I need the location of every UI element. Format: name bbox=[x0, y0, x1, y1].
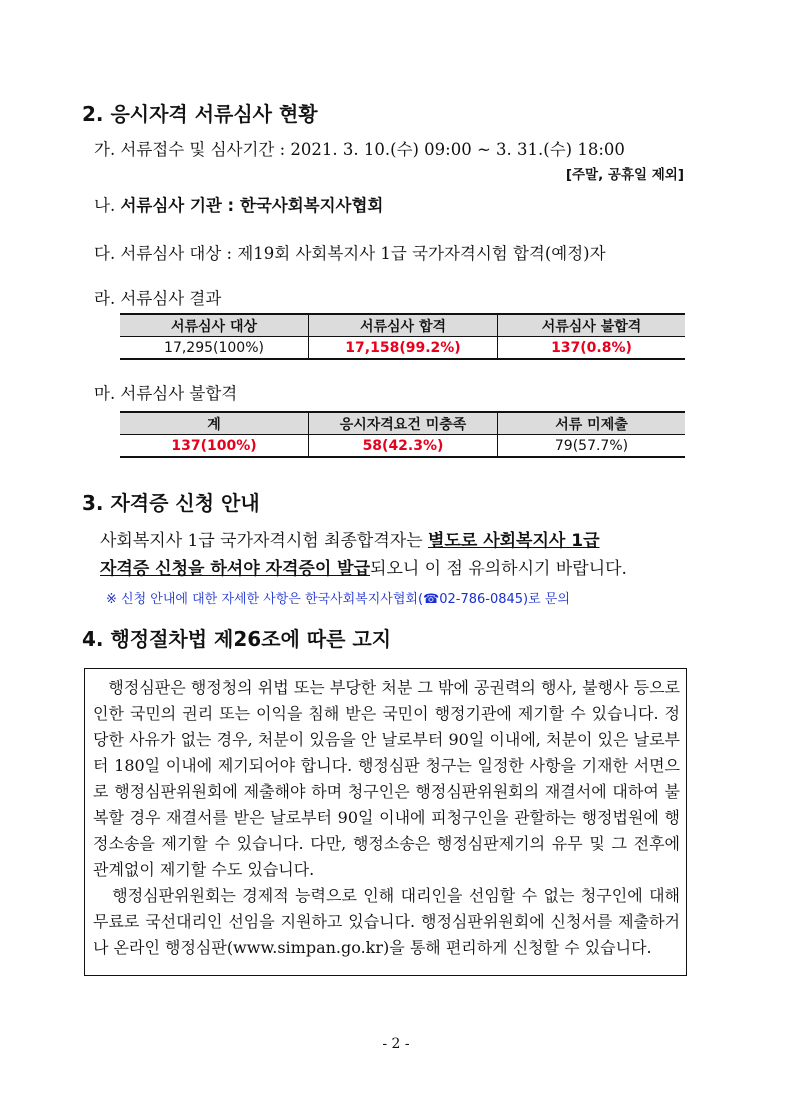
fail-value-total: 137(100%) bbox=[120, 435, 309, 458]
legal-notice-paragraph2: 행정심판위원회는 경제적 능력으로 인해 대리인을 선임할 수 없는 청구인에 대해 무료로 국선대리인 선임을 지원하고 있습니다. 행정심판위원회에 신청서를 제출하거나 온라인 행정심판(www.simpan.go.kr)을 통해 편리하게 신청할 수 있습니다. bbox=[93, 886, 686, 957]
review-agency-prefix: 나. bbox=[94, 196, 121, 215]
review-target: 다. 서류심사 대상 : 제19회 사회복지사 1급 국가자격시험 합격(예정)자 bbox=[94, 244, 606, 263]
certificate-text-b: 되오니 이 점 유의하시기 바랍니다. bbox=[370, 559, 627, 579]
fail-header-unqualified: 응시자격요건 미충족 bbox=[309, 412, 498, 435]
fail-header-missing-docs: 서류 미제출 bbox=[498, 412, 686, 435]
section4-heading: 4. 행정절차법 제26조에 따른 고지 bbox=[82, 627, 392, 651]
result-value-fail: 137(0.8%) bbox=[498, 337, 686, 360]
result-table bbox=[120, 313, 685, 360]
fail-table bbox=[120, 411, 685, 458]
certificate-text-line2 bbox=[100, 554, 627, 579]
certificate-emphasis-a: 별도로 사회복지사 1급 bbox=[428, 531, 600, 551]
section2-heading: 2. 응시자격 서류심사 현황 bbox=[82, 102, 318, 126]
review-result-label: 라. 서류심사 결과 bbox=[94, 289, 222, 308]
result-header-pass: 서류심사 합격 bbox=[309, 314, 498, 337]
result-value-target: 17,295(100%) bbox=[120, 337, 309, 360]
result-header-target: 서류심사 대상 bbox=[120, 314, 309, 337]
inquiry-note: ※ 신청 안내에 대한 자세한 사항은 한국사회복지사협회(☎02-786-0845)로 문의 bbox=[106, 592, 570, 607]
certificate-text-line1 bbox=[100, 526, 600, 551]
holiday-note: [주말, 공휴일 제외] bbox=[565, 167, 684, 183]
review-agency-body: 서류심사 기관 : 한국사회복지사협회 bbox=[120, 196, 384, 215]
fail-detail-label: 마. 서류심사 불합격 bbox=[94, 384, 238, 403]
result-value-pass: 17,158(99.2%) bbox=[309, 337, 498, 360]
certificate-text-a: 사회복지사 1급 국가자격시험 최종합격자는 bbox=[100, 531, 429, 551]
result-header-fail: 서류심사 불합격 bbox=[498, 314, 686, 337]
legal-notice-paragraph1: 행정심판은 행정청의 위법 또는 부당한 처분 그 밖에 공권력의 행사, 불행사 등으로 인한 국민의 권리 또는 이익을 침해 받은 국민이 행정기관에 제기할 수 있습니다. 정당한 사유가 없는 경우, 처분이 있음을 안 날로부터 90일 이내에, 처분이 있은 날로부터 180일 이내에 제기되어야 합니다. 행정심판 청구는 일정한 사항을 기재한 서면으로 행정심판위원회에 제출해야 하며 청구인은 행정심판위원회의 재결서에 대하여 불복할 경우 재결서를 받은 날로부터 90일 이내에 피청구인을 관할하는 행정법원에 행정소송을 제기할 수 있습니다. 다만, 행정소송은 행정심판제기의 유무 및 그 전후에 관계없이 제기할 수도 있습니다. bbox=[93, 678, 686, 879]
fail-value-missing-docs: 79(57.7%) bbox=[498, 435, 686, 458]
legal-notice-box bbox=[84, 668, 687, 976]
section3-heading: 3. 자격증 신청 안내 bbox=[82, 491, 260, 515]
fail-header-total: 계 bbox=[120, 412, 309, 435]
review-period: 가. 서류접수 및 심사기간 : 2021. 3. 10.(수) 09:00 ~ 3. 31.(수) 18:00 bbox=[94, 140, 625, 159]
page-number: - 2 - bbox=[382, 1036, 410, 1052]
certificate-emphasis-b: 자격증 신청을 하셔야 자격증이 발급 bbox=[100, 559, 371, 579]
fail-value-unqualified: 58(42.3%) bbox=[309, 435, 498, 458]
review-agency bbox=[94, 192, 383, 216]
